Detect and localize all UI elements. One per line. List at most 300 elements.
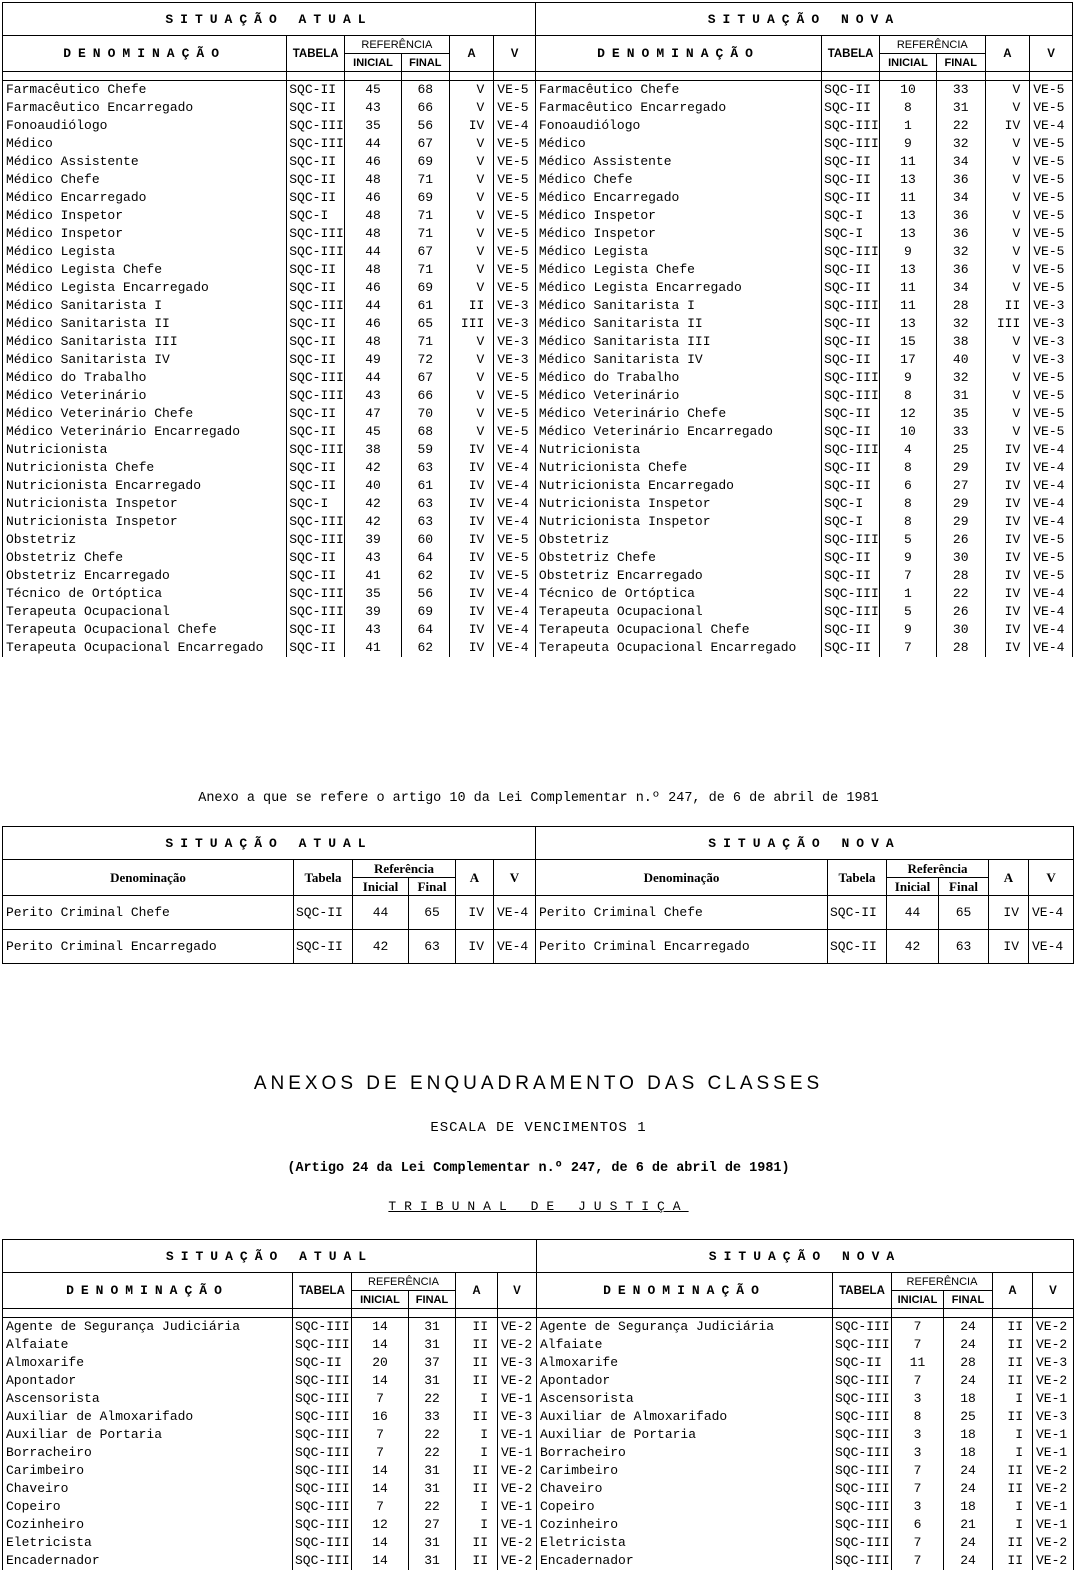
cell-v: VE-2 (498, 1336, 537, 1354)
cell-inicial: 43 (345, 99, 402, 117)
cell-tabela: SQC-III (833, 1372, 892, 1390)
cell-inicial: 42 (353, 930, 409, 964)
header-v: V (494, 36, 536, 72)
cell-v: VE-5 (494, 423, 536, 441)
cell-denominacao: Perito Criminal Chefe (3, 896, 294, 930)
table-row (3, 1336, 1074, 1354)
cell-final: 30 (936, 549, 985, 567)
cell-a: IV (449, 477, 494, 495)
header-situacao-atual: SITUAÇÃO ATUAL (3, 3, 536, 36)
cell-inicial: 3 (892, 1444, 944, 1462)
header-inicial: Inicial (887, 878, 939, 896)
annex-caption: Anexo a que se refere o artigo 10 da Lei Complementar n.º 247, de 6 de abril de 1981 (198, 791, 879, 806)
cell-final: 66 (401, 387, 449, 405)
cell-v: VE-4 (494, 477, 536, 495)
cell-denominacao: Terapeuta Ocupacional (3, 603, 287, 621)
cell-v: VE-4 (1030, 639, 1073, 657)
table-row (3, 171, 1073, 189)
cell-final: 33 (409, 1408, 456, 1426)
cell-denominacao: Cozinheiro (3, 1516, 293, 1534)
cell-a: IV (449, 549, 494, 567)
cell-a: V (449, 189, 494, 207)
cell-a: IV (449, 639, 494, 657)
cell-v: VE-1 (498, 1516, 537, 1534)
cell-denominacao: Cozinheiro (537, 1516, 833, 1534)
cell-v: VE-2 (1033, 1552, 1074, 1570)
cell-denominacao: Nutricionista Chefe (3, 459, 287, 477)
cell-v: VE-3 (1030, 333, 1073, 351)
header-a: A (989, 860, 1029, 896)
cell-a: IV (449, 531, 494, 549)
cell-a: II (993, 1336, 1033, 1354)
cell-v: VE-4 (1030, 441, 1073, 459)
cell-final: 36 (936, 171, 985, 189)
cell-v: VE-3 (1033, 1354, 1074, 1372)
cell-final: 66 (401, 99, 449, 117)
cell-v: VE-5 (494, 387, 536, 405)
cell-inicial: 8 (880, 387, 937, 405)
cell-final: 24 (944, 1534, 993, 1552)
cell-denominacao: Médico Sanitarista IV (3, 351, 287, 369)
cell-v: VE-5 (1030, 423, 1073, 441)
cell-final: 24 (944, 1480, 993, 1498)
cell-inicial: 15 (880, 333, 937, 351)
table-row (3, 513, 1073, 531)
header-denominacao: DENOMINAÇÃO (3, 36, 287, 72)
cell-tabela: SQC-III (293, 1480, 352, 1498)
cell-tabela: SQC-I (287, 495, 345, 513)
cell-denominacao: Auxiliar de Almoxarifado (537, 1408, 833, 1426)
cell-denominacao: Alfaiate (537, 1336, 833, 1354)
cell-denominacao: Obstetriz Chefe (3, 549, 287, 567)
cell-tabela: SQC-III (293, 1552, 352, 1570)
cell-v: VE-4 (1030, 477, 1073, 495)
cell-v: VE-3 (494, 315, 536, 333)
cell-tabela: SQC-II (822, 315, 880, 333)
cell-a: V (449, 387, 494, 405)
cell-final: 63 (939, 930, 989, 964)
cell-a: II (993, 1372, 1033, 1390)
cell-denominacao: Obstetriz Encarregado (535, 567, 821, 585)
cell-final: 71 (401, 171, 449, 189)
header-final: FINAL (936, 54, 985, 72)
cell-v: VE-5 (1030, 387, 1073, 405)
header-referencia: REFERÊNCIA (345, 36, 450, 54)
header-tabela: Tabela (294, 860, 353, 896)
cell-tabela: SQC-III (287, 297, 345, 315)
header-tabela: TABELA (287, 36, 345, 72)
cell-v: VE-3 (494, 297, 536, 315)
cell-v: VE-4 (494, 603, 536, 621)
cell-tabela: SQC-III (822, 531, 880, 549)
cell-final: 31 (409, 1552, 456, 1570)
cell-final: 60 (401, 531, 449, 549)
cell-v: VE-5 (494, 153, 536, 171)
cell-a: V (985, 81, 1030, 100)
cell-v: VE-1 (1033, 1516, 1074, 1534)
cell-denominacao: Agente de Segurança Judiciária (537, 1318, 833, 1337)
cell-v: VE-5 (1030, 81, 1073, 100)
cell-tabela: SQC-III (833, 1480, 892, 1498)
cell-v: VE-5 (494, 279, 536, 297)
cell-a: V (449, 207, 494, 225)
table-row (3, 1534, 1074, 1552)
cell-denominacao: Nutricionista Encarregado (3, 477, 287, 495)
cell-inicial: 48 (345, 225, 402, 243)
cell-inicial: 7 (892, 1462, 944, 1480)
cell-tabela: SQC-III (293, 1372, 352, 1390)
header-tabela: TABELA (293, 1273, 352, 1309)
cell-v: VE-5 (494, 81, 536, 100)
cell-inicial: 38 (345, 441, 402, 459)
cell-inicial: 7 (352, 1390, 409, 1408)
cell-inicial: 44 (353, 896, 409, 930)
cell-denominacao: Perito Criminal Encarregado (536, 930, 828, 964)
cell-denominacao: Médico Sanitarista I (535, 297, 821, 315)
cell-a: V (985, 153, 1030, 171)
cell-denominacao: Médico Encarregado (535, 189, 821, 207)
cell-v: VE-2 (1033, 1318, 1074, 1337)
cell-denominacao: Técnico de Ortóptica (3, 585, 287, 603)
cell-v: VE-5 (1030, 405, 1073, 423)
cell-denominacao: Médico Veterinário Chefe (3, 405, 287, 423)
cell-tabela: SQC-III (287, 513, 345, 531)
cell-tabela: SQC-II (293, 1354, 352, 1372)
cell-v: VE-5 (1030, 135, 1073, 153)
cell-inicial: 13 (880, 261, 937, 279)
cell-final: 71 (401, 207, 449, 225)
cell-a: II (456, 1372, 498, 1390)
cell-a: IV (985, 639, 1030, 657)
header-referencia: REFERÊNCIA (880, 36, 986, 54)
cell-final: 22 (409, 1498, 456, 1516)
cell-a: IV (985, 567, 1030, 585)
cell-inicial: 7 (892, 1534, 944, 1552)
cell-denominacao: Carimbeiro (3, 1462, 293, 1480)
cell-a: IV (449, 603, 494, 621)
cell-inicial: 13 (880, 207, 937, 225)
cell-inicial: 49 (345, 351, 402, 369)
cell-denominacao: Terapeuta Ocupacional Encarregado (535, 639, 821, 657)
cell-a: IV (985, 513, 1030, 531)
cell-final: 62 (401, 639, 449, 657)
table-row (3, 423, 1073, 441)
cell-a: IV (449, 513, 494, 531)
cell-v: VE-4 (494, 513, 536, 531)
cell-tabela: SQC-II (287, 261, 345, 279)
cell-final: 18 (944, 1390, 993, 1408)
table-row (3, 1318, 1074, 1337)
table-row (3, 261, 1073, 279)
cell-final: 68 (401, 81, 449, 100)
cell-inicial: 8 (892, 1408, 944, 1426)
cell-a: II (456, 1318, 498, 1337)
cell-a: IV (449, 441, 494, 459)
cell-final: 64 (401, 621, 449, 639)
cell-v: VE-5 (494, 261, 536, 279)
cell-a: V (449, 351, 494, 369)
cell-inicial: 10 (880, 423, 937, 441)
cell-final: 40 (936, 351, 985, 369)
cell-v: VE-2 (498, 1372, 537, 1390)
cell-inicial: 14 (352, 1552, 409, 1570)
cell-tabela: SQC-II (833, 1354, 892, 1372)
cell-tabela: SQC-III (287, 387, 345, 405)
cell-final: 63 (401, 459, 449, 477)
cell-denominacao: Médico Legista Chefe (3, 261, 287, 279)
table-row (3, 1408, 1074, 1426)
cell-final: 27 (409, 1516, 456, 1534)
cell-final: 31 (409, 1336, 456, 1354)
cell-tabela: SQC-II (822, 81, 880, 100)
cell-denominacao: Terapeuta Ocupacional Chefe (535, 621, 821, 639)
cell-denominacao: Auxiliar de Almoxarifado (3, 1408, 293, 1426)
cell-a: I (993, 1426, 1033, 1444)
table-row (3, 117, 1073, 135)
cell-tabela: SQC-II (287, 189, 345, 207)
cell-inicial: 43 (345, 549, 402, 567)
header-tabela: TABELA (833, 1273, 892, 1309)
cell-a: II (993, 1408, 1033, 1426)
cell-tabela: SQC-II (287, 153, 345, 171)
cell-v: VE-3 (1030, 315, 1073, 333)
cell-a: III (985, 315, 1030, 333)
cell-final: 26 (936, 603, 985, 621)
cell-v: VE-1 (1033, 1390, 1074, 1408)
cell-inicial: 6 (880, 477, 937, 495)
cell-v: VE-4 (1030, 513, 1073, 531)
cell-v: VE-5 (1030, 153, 1073, 171)
cell-tabela: SQC-II (822, 261, 880, 279)
cell-v: VE-4 (1030, 117, 1073, 135)
cell-final: 32 (936, 243, 985, 261)
cell-denominacao: Farmacêutico Chefe (3, 81, 287, 100)
cell-tabela: SQC-III (822, 135, 880, 153)
table-row (3, 1354, 1074, 1372)
cell-a: IV (456, 930, 494, 964)
cell-denominacao: Médico Inspetor (535, 225, 821, 243)
cell-final: 18 (944, 1444, 993, 1462)
cell-inicial: 41 (345, 567, 402, 585)
cell-a: IV (989, 896, 1029, 930)
table-row (3, 531, 1073, 549)
cell-denominacao: Médico (3, 135, 287, 153)
cell-denominacao: Médico Veterinário Encarregado (3, 423, 287, 441)
cell-tabela: SQC-III (833, 1336, 892, 1354)
cell-inicial: 39 (345, 531, 402, 549)
header-inicial: INICIAL (352, 1291, 409, 1309)
cell-inicial: 5 (880, 603, 937, 621)
cell-inicial: 7 (352, 1498, 409, 1516)
cell-tabela: SQC-III (287, 225, 345, 243)
cell-denominacao: Carimbeiro (537, 1462, 833, 1480)
cell-denominacao: Eletricista (3, 1534, 293, 1552)
cell-a: V (985, 279, 1030, 297)
cell-tabela: SQC-II (822, 99, 880, 117)
cell-denominacao: Médico Sanitarista III (535, 333, 821, 351)
header-denominacao: Denominação (3, 860, 294, 896)
table-row (3, 930, 1074, 964)
table-row (3, 207, 1073, 225)
table-row (3, 99, 1073, 117)
cell-a: V (449, 153, 494, 171)
cell-denominacao: Ascensorista (537, 1390, 833, 1408)
cell-tabela: SQC-III (287, 585, 345, 603)
cell-a: V (985, 369, 1030, 387)
cell-final: 31 (409, 1534, 456, 1552)
cell-final: 67 (401, 369, 449, 387)
cell-tabela: SQC-III (293, 1408, 352, 1426)
cell-v: VE-2 (1033, 1372, 1074, 1390)
cell-a: V (449, 225, 494, 243)
cell-tabela: SQC-II (287, 423, 345, 441)
cell-inicial: 9 (880, 369, 937, 387)
table-row (3, 549, 1073, 567)
cell-inicial: 39 (345, 603, 402, 621)
cell-final: 24 (944, 1336, 993, 1354)
cell-final: 31 (409, 1480, 456, 1498)
cell-tabela: SQC-III (822, 369, 880, 387)
cell-final: 65 (409, 896, 456, 930)
cell-denominacao: Copeiro (3, 1498, 293, 1516)
cell-tabela: SQC-II (822, 351, 880, 369)
cell-denominacao: Médico Legista (535, 243, 821, 261)
cell-final: 56 (401, 585, 449, 603)
table-row (3, 1480, 1074, 1498)
cell-denominacao: Médico Inspetor (3, 225, 287, 243)
cell-a: I (456, 1516, 498, 1534)
cell-v: VE-1 (498, 1426, 537, 1444)
cell-v: VE-5 (494, 531, 536, 549)
table-row (3, 1552, 1074, 1570)
cell-denominacao: Médico Sanitarista I (3, 297, 287, 315)
cell-v: VE-5 (1030, 99, 1073, 117)
cell-v: VE-1 (498, 1498, 537, 1516)
cell-final: 24 (944, 1372, 993, 1390)
cell-a: V (985, 207, 1030, 225)
header-v: V (498, 1273, 537, 1309)
cell-final: 29 (936, 513, 985, 531)
cell-tabela: SQC-II (287, 351, 345, 369)
cell-v: VE-4 (1029, 896, 1074, 930)
cell-tabela: SQC-II (822, 189, 880, 207)
cell-a: II (993, 1354, 1033, 1372)
cell-final: 61 (401, 297, 449, 315)
header-v: V (1033, 1273, 1074, 1309)
cell-a: V (449, 99, 494, 117)
cell-tabela: SQC-III (287, 369, 345, 387)
cell-final: 18 (944, 1426, 993, 1444)
cell-denominacao: Nutricionista (3, 441, 287, 459)
cell-tabela: SQC-III (822, 117, 880, 135)
cell-a: IV (989, 930, 1029, 964)
cell-inicial: 14 (352, 1534, 409, 1552)
cell-a: V (985, 135, 1030, 153)
header-referencia: Referência (353, 860, 456, 878)
cell-a: II (993, 1552, 1033, 1570)
header-final: FINAL (944, 1291, 993, 1309)
cell-inicial: 43 (345, 387, 402, 405)
cell-tabela: SQC-II (822, 153, 880, 171)
table-row (3, 1390, 1074, 1408)
cell-denominacao: Eletricista (537, 1534, 833, 1552)
cell-inicial: 20 (352, 1354, 409, 1372)
cell-tabela: SQC-III (293, 1444, 352, 1462)
cell-a: II (993, 1318, 1033, 1337)
cell-v: VE-4 (494, 585, 536, 603)
cell-inicial: 12 (352, 1516, 409, 1534)
cell-final: 24 (944, 1552, 993, 1570)
cell-inicial: 48 (345, 333, 402, 351)
cell-v: VE-5 (1030, 171, 1073, 189)
cell-a: II (456, 1408, 498, 1426)
cell-final: 33 (936, 81, 985, 100)
cell-v: VE-4 (494, 930, 536, 964)
cell-v: VE-5 (494, 135, 536, 153)
cell-final: 71 (401, 333, 449, 351)
cell-final: 30 (936, 621, 985, 639)
cell-inicial: 10 (880, 81, 937, 100)
cell-tabela: SQC-II (822, 423, 880, 441)
cell-inicial: 44 (345, 243, 402, 261)
cell-v: VE-3 (498, 1354, 537, 1372)
cell-a: IV (985, 459, 1030, 477)
cell-final: 63 (401, 495, 449, 513)
cell-final: 32 (936, 315, 985, 333)
cell-v: VE-4 (494, 495, 536, 513)
cell-denominacao: Nutricionista Chefe (535, 459, 821, 477)
cell-inicial: 4 (880, 441, 937, 459)
table-row (3, 567, 1073, 585)
header-tabela: Tabela (828, 860, 887, 896)
cell-denominacao: Médico Inspetor (3, 207, 287, 225)
cell-final: 70 (401, 405, 449, 423)
cell-v: VE-5 (1030, 243, 1073, 261)
cell-tabela: SQC-III (287, 135, 345, 153)
cell-v: VE-5 (494, 243, 536, 261)
cell-denominacao: Nutricionista Inspetor (535, 513, 821, 531)
cell-a: IV (985, 477, 1030, 495)
table-row (3, 135, 1073, 153)
cell-final: 32 (936, 369, 985, 387)
header-final: FINAL (401, 54, 449, 72)
header-situacao-atual: SITUAÇÃO ATUAL (3, 1240, 537, 1273)
cell-a: V (985, 189, 1030, 207)
cell-final: 25 (936, 441, 985, 459)
cell-a: I (456, 1498, 498, 1516)
cell-tabela: SQC-III (822, 297, 880, 315)
table-row (3, 639, 1073, 657)
header-denominacao: DENOMINAÇÃO (535, 36, 821, 72)
cell-denominacao: Médico do Trabalho (535, 369, 821, 387)
cell-inicial: 5 (880, 531, 937, 549)
header-denominacao: DENOMINAÇÃO (537, 1273, 833, 1309)
cell-tabela: SQC-II (287, 315, 345, 333)
cell-final: 26 (936, 531, 985, 549)
cell-a: V (449, 279, 494, 297)
cell-final: 24 (944, 1462, 993, 1480)
cell-final: 63 (401, 513, 449, 531)
table-row (3, 1426, 1074, 1444)
cell-tabela: SQC-III (833, 1408, 892, 1426)
cell-a: IV (985, 495, 1030, 513)
table-row (3, 333, 1073, 351)
cell-a: II (985, 297, 1030, 315)
cell-inicial: 8 (880, 513, 937, 531)
cell-tabela: SQC-II (828, 930, 887, 964)
cell-a: V (449, 405, 494, 423)
cell-v: VE-5 (494, 549, 536, 567)
